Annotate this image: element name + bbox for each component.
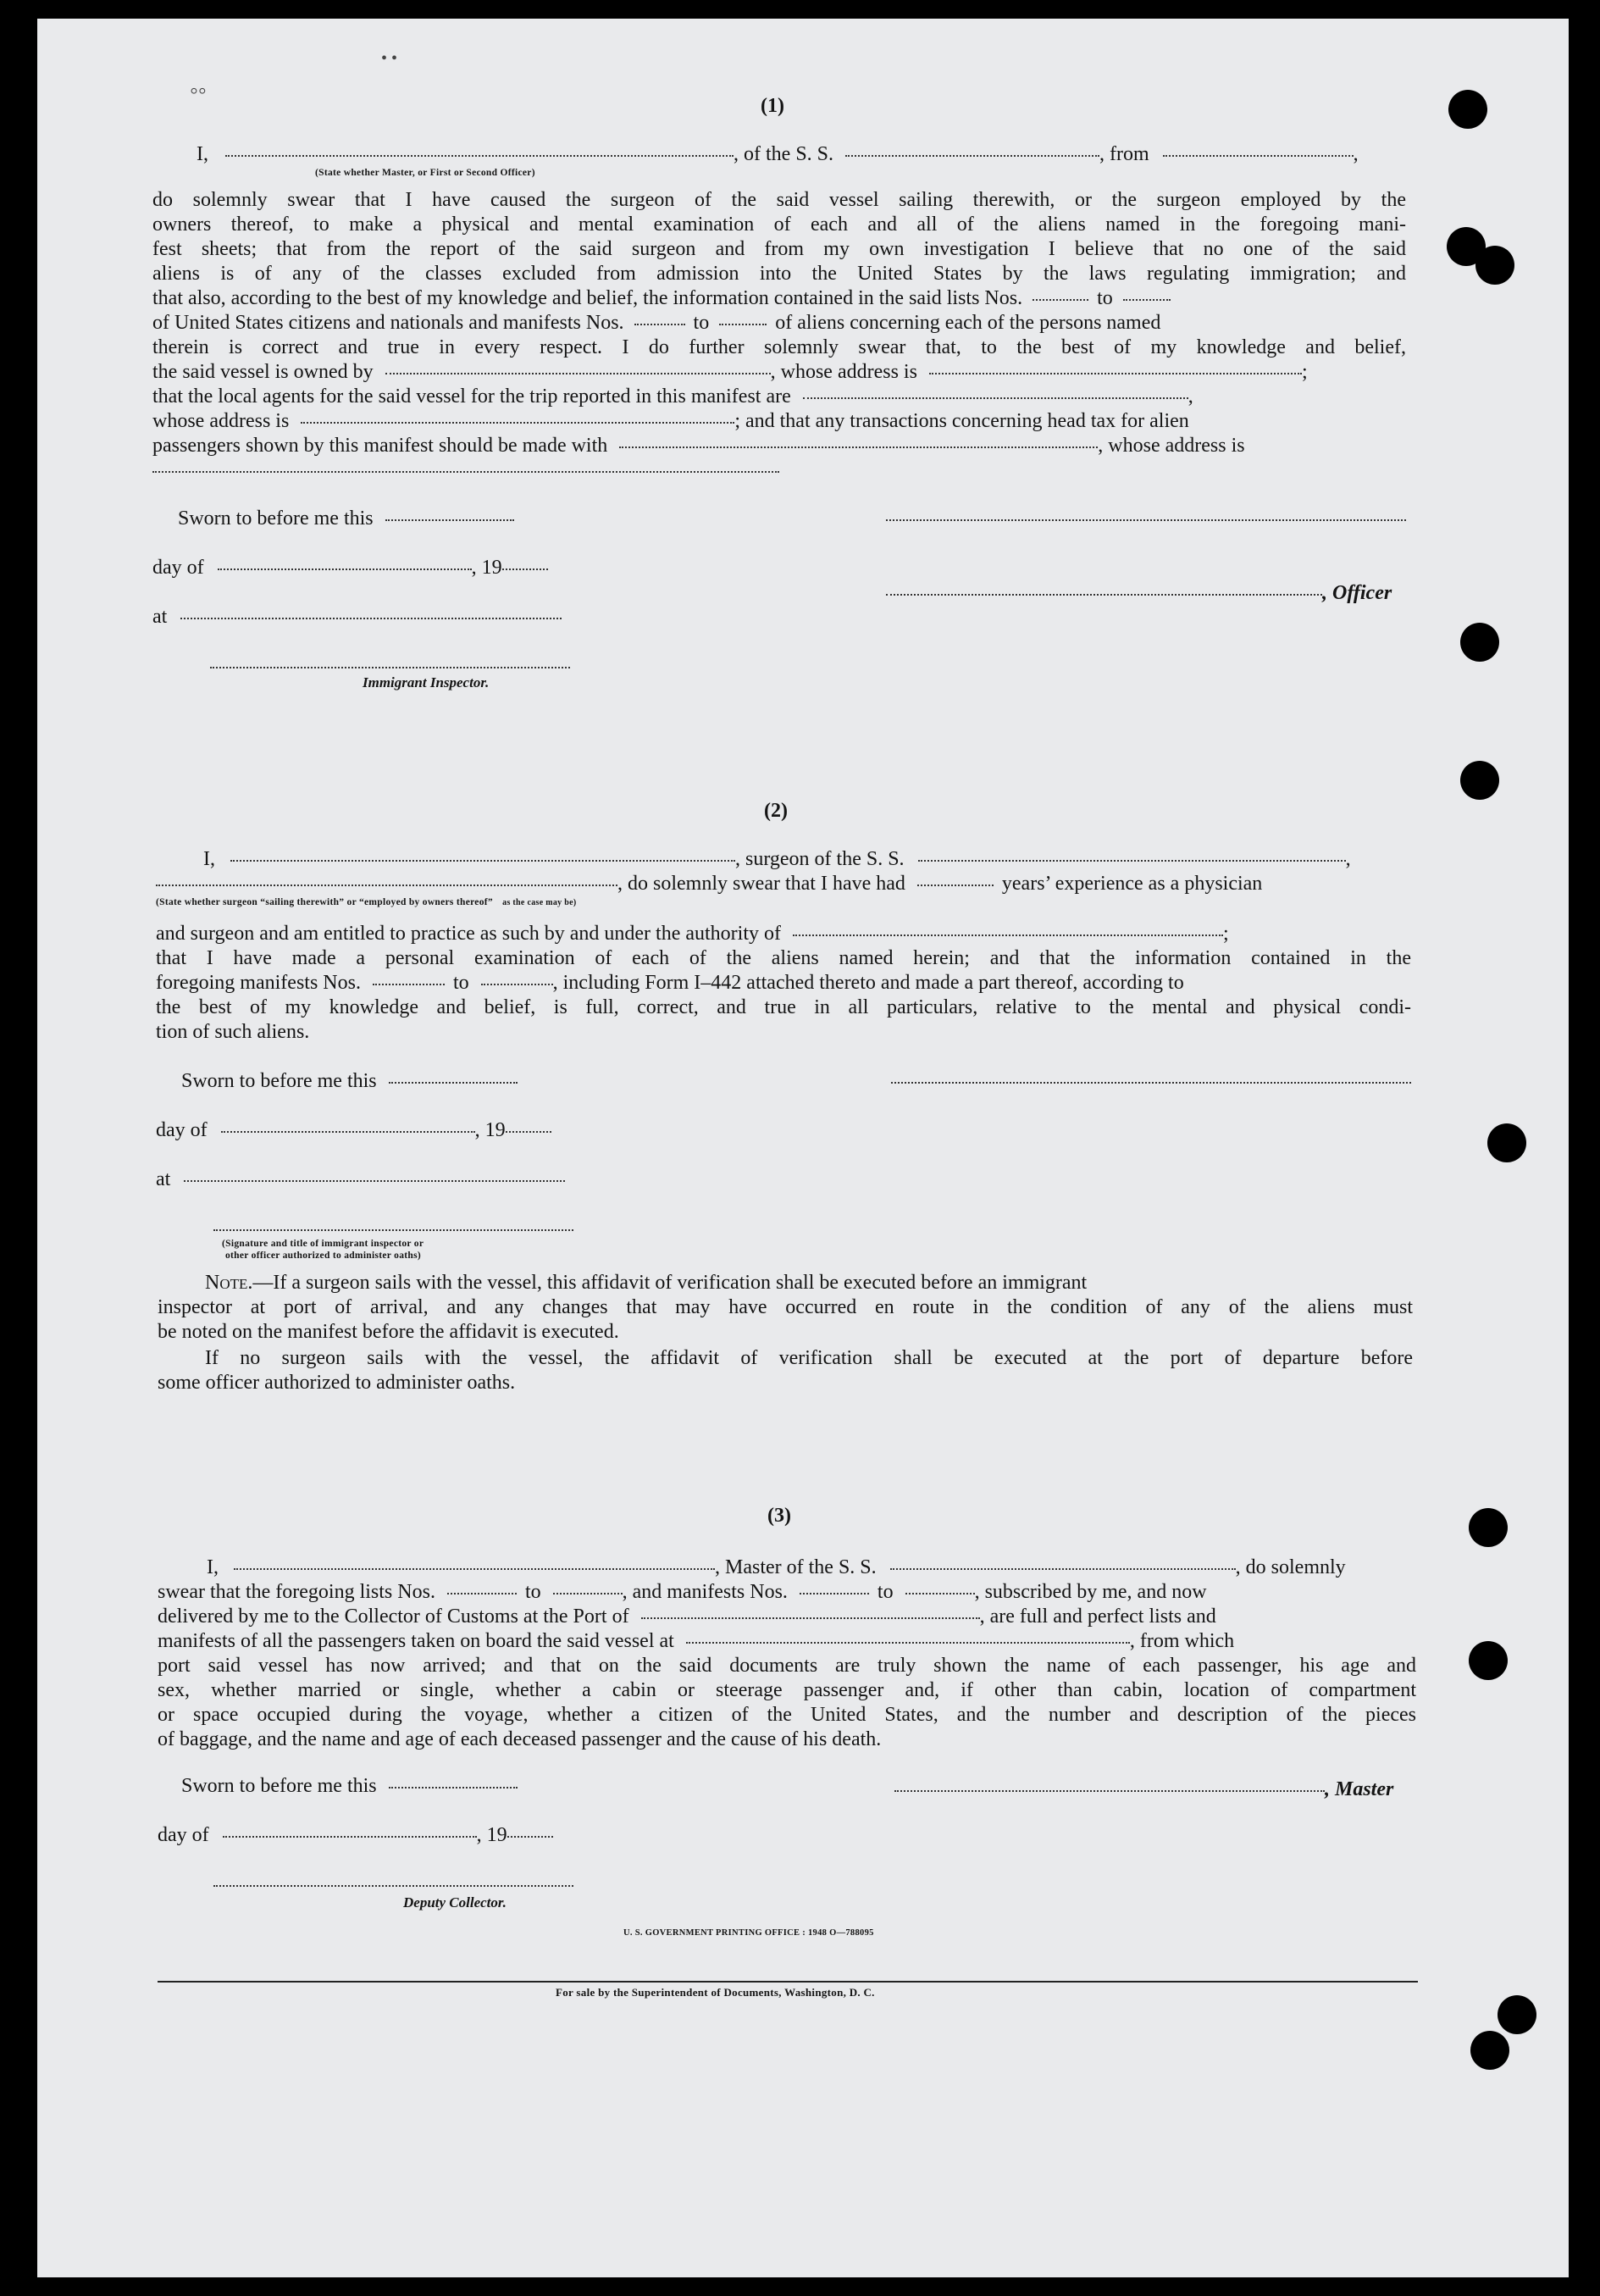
text: the said vessel is owned by [152,361,374,383]
text: —If a surgeon sails with the vessel, this affidavit of verification shall be executed before an immigrant [252,1272,1088,1294]
officer-signature-field[interactable] [886,519,1406,521]
lists-from-field[interactable] [447,1592,517,1594]
sworn-line [181,1069,518,1094]
sworn-day-field[interactable] [389,1081,518,1084]
body-line: do solemnly swear that I have caused the surgeon of the said vessel sailing therewith, or the surgeon employed by the [152,189,1406,211]
signature-line [891,1069,1411,1094]
text: , Officer [1322,582,1392,604]
manifests-to-field[interactable] [905,1592,975,1594]
day-of-line [156,1118,551,1143]
month-field[interactable] [221,1130,475,1133]
month-field[interactable] [223,1835,477,1838]
text: , subscribed by me, and now [974,1581,1207,1603]
section-2-line-2 [156,872,1262,896]
sale-notice: For sale by the Superintendent of Documents, Washington, D. C. [556,1986,875,1999]
collector-signature-field[interactable] [213,1884,573,1887]
section-2-number: (2) [764,800,788,822]
day-of-line [152,556,548,580]
note-line: some officer authorized to administer oaths. [158,1372,516,1394]
text: ; [1223,923,1229,945]
manifests-nos-from-field[interactable] [373,983,445,985]
body-line: that I have made a personal examination of each of the aliens named herein; and that the information contained in the [156,947,1411,969]
text: Sworn to before me this [178,507,374,530]
text: ; [1301,361,1308,383]
text: delivered by me to the Collector of Customs at the Port of [158,1606,629,1628]
local-agents-field[interactable] [803,397,1188,399]
body-line: tion of such aliens. [156,1021,310,1043]
section-1-line-1 [197,142,1359,167]
collector-label: Deputy Collector. [403,1894,507,1911]
punch-hole [1448,90,1487,129]
text: , and manifests Nos. [622,1581,788,1603]
text: , surgeon of the S. S. [735,848,905,870]
year-field[interactable] [507,1835,553,1838]
year-field[interactable] [506,1130,551,1133]
text: , from [1099,143,1149,165]
body-line: of baggage, and the name and age of each deceased passenger and the cause of his death. [158,1728,882,1750]
text: , Master [1325,1778,1394,1800]
text: , whose address is [770,361,917,383]
text: of aliens concerning each of the persons named [775,312,1161,334]
lists-to-field[interactable] [553,1592,623,1594]
officer-signature-field[interactable] [213,1228,573,1231]
surgeon-vessel-field[interactable] [918,859,1346,862]
vessel-name-field[interactable] [845,154,1099,157]
punch-hole [1469,1641,1508,1680]
note-line: inspector at port of arrival, and any changes that may have occurred en route in the condition of any of the aliens must [158,1296,1413,1318]
text: of United States citizens and nationals and manifests Nos. [152,312,624,334]
text: , from which [1129,1630,1235,1652]
body-line [158,1605,1216,1629]
body-line [152,286,1171,311]
body-line: or space occupied during the voyage, whether a citizen of the United States, and the number and description of the pieces [158,1704,1416,1726]
punch-hole [1475,246,1514,285]
body-line [152,458,779,483]
master-sig-line [894,1777,1393,1802]
body-line: therein is correct and true in every respect. I do further solemnly swear that, to the best of my knowledge and belief, [152,336,1406,358]
text: , including Form I–442 attached thereto and made a part thereof, according to [552,972,1184,994]
manifests-to-field[interactable] [719,323,767,325]
section-3-number: (3) [767,1505,791,1527]
surgeon-signature-field[interactable] [891,1081,1411,1084]
text: day of [156,1119,208,1141]
stray-mark: • • [381,49,398,68]
body-line [152,409,1189,434]
body-line [158,1629,1234,1654]
text: passengers shown by this manifest should be made with [152,435,608,457]
text: whose address is [152,410,290,432]
note-line [205,1271,1413,1295]
text: , do solemnly [1235,1556,1346,1578]
lists-to-field[interactable] [1123,298,1171,301]
manifests-from-field[interactable] [800,1592,869,1594]
body-line [156,922,1229,946]
text: and surgeon and am entitled to practice as such by and under the authority of [156,923,781,945]
body-line [152,385,1193,409]
signature-line [886,507,1406,531]
inspector-signature-field[interactable] [210,666,570,668]
years-field[interactable] [917,884,994,886]
body-line [156,971,1184,995]
surgeon-status-field[interactable] [156,884,617,886]
day-of-line [158,1823,553,1848]
owner-field[interactable] [385,372,771,374]
boarding-port-field[interactable] [686,1641,1130,1644]
punch-hole [1470,2031,1509,2070]
text: manifests of all the passengers taken on board the said vessel at [158,1630,674,1652]
punch-hole [1460,623,1499,662]
text: day of [158,1824,209,1846]
body-line [152,311,1160,336]
owner-address-field[interactable] [929,372,1302,374]
at-line [152,605,562,629]
body-line: sex, whether married or single, whether a cabin or steerage passenger and, if other than cabin, location of compartment [158,1679,1416,1701]
text: , are full and perfect lists and [979,1606,1216,1628]
sworn-line [181,1774,518,1799]
text: I, [203,848,215,870]
text: Sworn to before me this [181,1775,377,1797]
lists-from-field[interactable] [1033,298,1088,301]
text: , whose address is [1098,435,1245,457]
text: (State whether surgeon “sailing therewith” or “employed by owners thereof” [156,897,493,907]
at-line [156,1167,565,1192]
body-line: aliens is of any of the classes excluded from admission into the United States by the laws regulating immigration; and [152,263,1406,285]
text: to [1097,287,1113,309]
manifests-from-field[interactable] [634,323,685,325]
note-line: If no surgeon sails with the vessel, the affidavit of verification shall be executed at the port of departure before [205,1347,1413,1369]
text: foregoing manifests Nos. [156,972,361,994]
punch-hole [1469,1508,1508,1547]
sworn-day-field[interactable] [385,519,514,521]
text: I, [197,143,208,165]
text: swear that the foregoing lists Nos. [158,1581,435,1603]
text: , of the S. S. [734,143,834,165]
text: that also, according to the best of my knowledge and belief, the information contained in the said lists Nos. [152,287,1023,309]
text: to [877,1581,894,1603]
note-label: Note. [205,1272,253,1294]
text: day of [152,557,204,579]
punch-hole [1460,761,1499,800]
body-line [158,1580,1207,1605]
text: ; and that any transactions concerning head tax for alien [734,410,1189,432]
body-line: the best of my knowledge and belief, is full, correct, and true in all particulars, relative to the mental and physical condi- [156,996,1411,1018]
text: , [1345,848,1351,870]
body-line: port said vessel has now arrived; and that on the said documents are truly shown the name of each passenger, his age and [158,1655,1416,1677]
text: I, [207,1556,219,1578]
from-port-field[interactable] [1163,154,1354,157]
text: to [524,1581,541,1603]
surgeon-hint [156,897,577,907]
officer-hint: (State whether Master, or First or Second Officer) [315,168,535,178]
master-signature-field[interactable] [894,1789,1325,1792]
head-tax-party-field[interactable] [619,446,1098,448]
stray-mark: ◦◦ [190,78,207,104]
footer-rule [158,1981,1418,1983]
officer-sig-line [213,1217,573,1241]
text: , Master of the S. S. [715,1556,877,1578]
officer-line [886,581,1392,606]
body-line: owners thereof, to make a physical and mental examination of each and all of the aliens named in the foregoing mani- [152,214,1406,236]
text: to [452,972,469,994]
officer-field[interactable] [886,593,1322,596]
collector-sig-line [213,1872,573,1897]
text: that the local agents for the said vessel for the trip reported in this manifest are [152,385,791,408]
master-name-field[interactable] [234,1567,715,1570]
head-tax-address-field[interactable] [152,470,779,473]
text: as the case may be) [502,898,577,907]
text: , [1188,385,1193,408]
text: at [156,1168,171,1190]
sworn-day-field[interactable] [389,1786,518,1789]
text: Sworn to before me this [181,1070,377,1092]
body-line [152,434,1245,458]
body-line: fest sheets; that from the report of the said surgeon and from my own investigation I believe that no one of the said [152,238,1406,260]
place-field[interactable] [184,1179,565,1182]
text: , 19 [476,1824,507,1846]
text: , 19 [474,1119,506,1141]
note-line: be noted on the manifest before the affidavit is executed. [158,1321,619,1343]
sworn-line [178,507,514,531]
place-field[interactable] [180,617,562,619]
text: , 19 [471,557,502,579]
section-1-number: (1) [761,95,784,117]
punch-hole [1498,1995,1536,2034]
punch-hole [1487,1123,1526,1162]
section-3-line-1 [207,1556,1346,1580]
vessel-name-field[interactable] [890,1567,1236,1570]
inspector-label: Immigrant Inspector. [363,674,490,690]
year-field[interactable] [502,568,548,570]
signature-hint: (Signature and title of immigrant inspector or [222,1239,424,1249]
section-2-line-1 [203,847,1351,872]
authority-field[interactable] [793,934,1223,936]
text: years’ experience as a physician [1001,873,1263,895]
manifests-nos-to-field[interactable] [481,983,553,985]
port-field[interactable] [641,1617,980,1619]
master-name-field[interactable] [225,154,734,157]
text: at [152,606,168,628]
surgeon-name-field[interactable] [230,859,735,862]
month-field[interactable] [218,568,472,570]
text: , [1353,143,1359,165]
body-line [152,360,1308,385]
printing-office-imprint: U. S. GOVERNMENT PRINTING OFFICE : 1948 O—788095 [623,1928,874,1938]
agents-address-field[interactable] [301,421,734,424]
text: to [693,312,710,334]
signature-hint: other officer authorized to administer oaths) [225,1251,422,1261]
text: , do solemnly swear that I have had [617,873,905,895]
